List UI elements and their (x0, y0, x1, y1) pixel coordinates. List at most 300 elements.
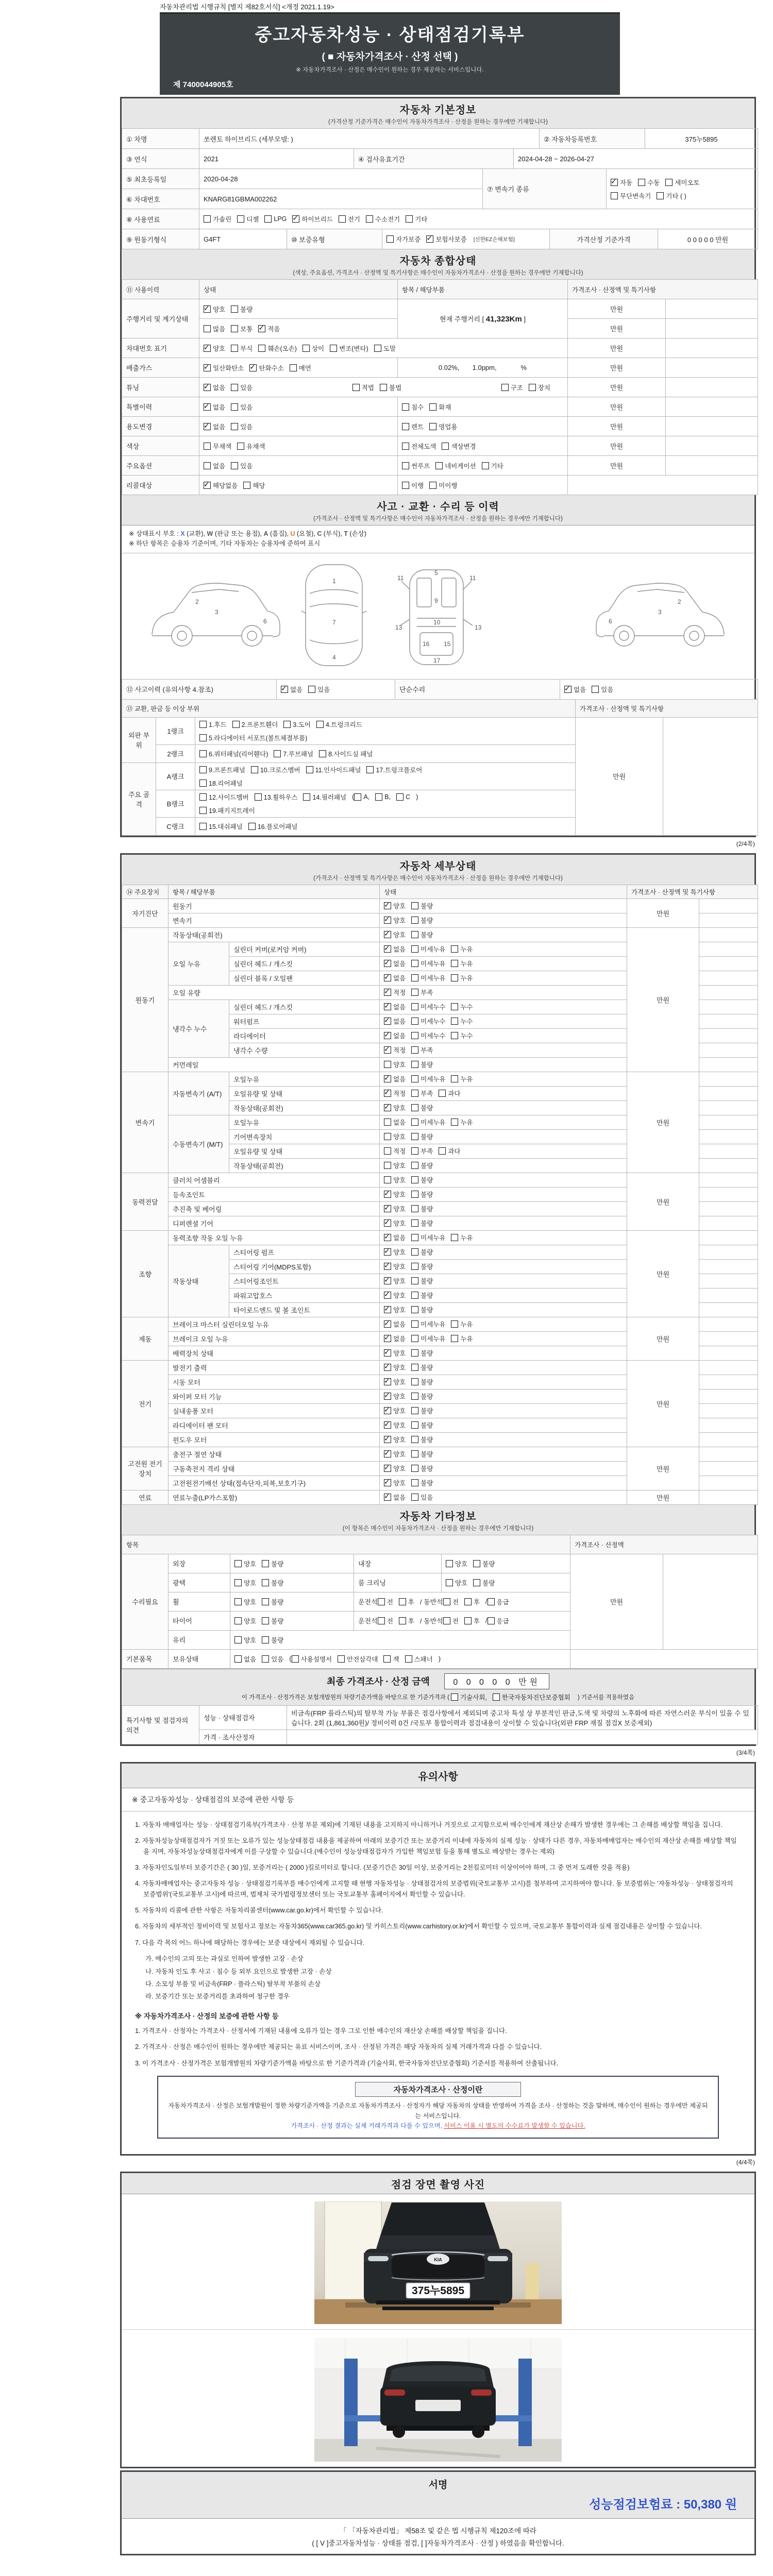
checkbox-label: 양호 (393, 1278, 406, 1285)
checkbox[interactable] (451, 1118, 458, 1126)
checkbox[interactable] (258, 345, 265, 352)
checkbox[interactable] (592, 686, 599, 693)
text-token: ( (352, 793, 355, 801)
checkbox-checked[interactable] (281, 686, 288, 693)
checkbox-label: 양호 (244, 1617, 257, 1625)
options-cell (230, 1554, 354, 1573)
checkbox[interactable] (411, 1421, 418, 1429)
checkbox-checked[interactable] (384, 1436, 391, 1443)
checkbox[interactable] (446, 1579, 453, 1586)
final-price-amount: 0 0 0 0 0 만원 (444, 1673, 549, 1689)
checkbox[interactable] (290, 364, 297, 371)
checkbox-checked[interactable] (384, 1349, 391, 1357)
checkbox-checked[interactable] (384, 1378, 391, 1385)
checkbox[interactable] (473, 1579, 480, 1586)
checkbox[interactable] (451, 1003, 458, 1010)
checkbox-checked[interactable] (611, 179, 618, 186)
checkbox[interactable] (386, 235, 394, 243)
checkbox[interactable] (234, 1617, 242, 1624)
checkbox[interactable] (411, 974, 418, 981)
checkbox[interactable] (411, 1407, 418, 1414)
checkbox-checked[interactable] (384, 1277, 391, 1284)
checkbox[interactable] (374, 345, 381, 352)
checkbox[interactable] (384, 1061, 391, 1068)
checkbox-label: 양호 (393, 1350, 406, 1358)
checkbox[interactable] (319, 750, 326, 757)
value-cell: 실린더 헤드 / 개스킷 (229, 956, 380, 971)
checkbox-checked[interactable] (384, 917, 391, 924)
checkbox[interactable] (446, 1560, 453, 1567)
checkbox-option (429, 422, 457, 431)
checkbox[interactable] (274, 750, 281, 757)
checkbox[interactable] (501, 384, 509, 391)
checkbox-label: 부족 (421, 1148, 433, 1156)
checkbox[interactable] (231, 306, 238, 313)
checkbox-option (384, 1103, 406, 1112)
checkbox[interactable] (488, 1598, 495, 1605)
checkbox[interactable] (451, 1320, 458, 1328)
checkbox[interactable] (411, 960, 418, 967)
checkbox[interactable] (199, 734, 207, 741)
checkbox-option (378, 1616, 393, 1625)
checkbox[interactable] (378, 1598, 385, 1605)
checkbox-checked[interactable] (384, 1292, 391, 1299)
checkbox[interactable] (402, 443, 409, 450)
note-cell (699, 1360, 758, 1375)
checkbox[interactable] (411, 1306, 418, 1313)
options-cell (230, 1592, 354, 1611)
checkbox[interactable] (352, 384, 360, 391)
checkbox-checked[interactable] (384, 1032, 391, 1039)
value-cell: 작동상태(공회전) (169, 927, 380, 942)
checkbox[interactable] (451, 974, 458, 981)
checkbox[interactable] (451, 1075, 458, 1082)
checkbox[interactable] (464, 1617, 472, 1624)
checkbox[interactable] (384, 1133, 391, 1140)
checkbox[interactable] (411, 1320, 418, 1328)
checkbox-checked[interactable] (204, 482, 211, 489)
checkbox[interactable] (231, 345, 238, 352)
checkbox-option (411, 973, 445, 982)
checkbox-checked[interactable] (384, 1046, 391, 1054)
checkbox-label: 미세누수 (421, 1032, 446, 1040)
checkbox-checked[interactable] (384, 902, 391, 909)
options-cell (380, 1346, 627, 1360)
checkbox[interactable] (429, 482, 436, 489)
checkbox[interactable] (292, 1655, 299, 1663)
page-marker-3: (3/4쪽) (736, 1749, 755, 1756)
checkbox-label: 불량 (421, 1249, 433, 1257)
checkbox[interactable] (411, 1364, 418, 1371)
svg-text:2: 2 (678, 598, 681, 605)
checkbox[interactable] (411, 1378, 418, 1385)
checkbox-checked[interactable] (384, 960, 391, 967)
checkbox[interactable] (255, 793, 262, 801)
checkbox[interactable] (402, 403, 409, 411)
checkbox-label: 보험사보증 (435, 236, 467, 243)
checkbox[interactable] (384, 1118, 391, 1126)
checkbox[interactable] (402, 462, 409, 469)
checkbox-checked[interactable] (384, 1450, 391, 1458)
checkbox[interactable] (248, 823, 256, 830)
checkbox[interactable] (411, 1335, 418, 1342)
checkbox[interactable] (283, 721, 291, 728)
checkbox[interactable] (411, 1450, 418, 1458)
checkbox[interactable] (451, 1234, 458, 1241)
checkbox[interactable] (665, 179, 673, 186)
checkbox[interactable] (411, 945, 418, 953)
checkbox[interactable] (411, 1090, 418, 1097)
note-cell (699, 1014, 758, 1028)
checkbox-checked[interactable] (384, 1003, 391, 1010)
checkbox[interactable] (611, 192, 618, 199)
checkbox-checked[interactable] (384, 1393, 391, 1400)
checkbox-label: 12.사이드멤버 (209, 793, 249, 801)
checkbox[interactable] (234, 1636, 242, 1643)
checkbox-checked[interactable] (384, 1479, 391, 1486)
checkbox-label: 누유 (460, 1335, 473, 1343)
checkbox[interactable] (411, 1465, 418, 1472)
checkbox[interactable] (411, 1104, 418, 1111)
header-cell: 가격조사 · 산정액 및 특기사항 (627, 885, 758, 899)
label-cell: ⑤ 최초등록일 (122, 169, 199, 189)
checkbox[interactable] (306, 766, 313, 773)
checkbox-option (237, 214, 259, 224)
checkbox-checked[interactable] (384, 1248, 391, 1256)
options-cell (380, 971, 627, 985)
checkbox-option (402, 402, 424, 412)
checkbox[interactable] (262, 1617, 269, 1624)
checkbox-label: 있음 (421, 1494, 433, 1502)
checkbox[interactable] (411, 1075, 418, 1082)
checkbox-checked[interactable] (204, 423, 211, 430)
checkbox-checked[interactable] (384, 1335, 391, 1342)
checkbox[interactable] (231, 423, 238, 430)
checkbox[interactable] (234, 1579, 242, 1586)
checkbox-checked[interactable] (384, 945, 391, 953)
checkbox[interactable] (204, 462, 211, 469)
checkbox[interactable] (411, 902, 418, 909)
text-token: / (485, 1598, 488, 1606)
checkbox-checked[interactable] (384, 1205, 391, 1212)
checkbox[interactable] (411, 1292, 418, 1299)
checkbox-label: 후 (473, 1598, 480, 1606)
checkbox-label: 전체도색 (411, 443, 436, 450)
checkbox-option (411, 916, 433, 925)
photos-header (122, 2173, 754, 2194)
checkbox[interactable] (406, 215, 413, 223)
checkbox-option (231, 344, 253, 353)
checkbox[interactable] (411, 1436, 418, 1443)
checkbox[interactable] (199, 823, 207, 830)
checkbox[interactable] (384, 1147, 391, 1155)
checkbox-option (411, 1291, 433, 1300)
checkbox[interactable] (411, 1118, 418, 1126)
checkbox-checked[interactable] (292, 215, 299, 223)
checkbox[interactable] (439, 1090, 446, 1097)
checkbox[interactable] (399, 1617, 406, 1624)
checkbox[interactable] (411, 1349, 418, 1357)
checkbox-option (402, 461, 430, 470)
checkbox-checked[interactable] (384, 1018, 391, 1025)
checkbox[interactable] (411, 989, 418, 996)
report-title: 중고자동차성능 · 상태점검기록부 (255, 25, 525, 45)
checkbox-option (384, 1464, 406, 1473)
checkbox[interactable] (451, 1032, 458, 1039)
checkbox[interactable] (231, 384, 238, 391)
checkbox-option (411, 1363, 433, 1372)
checkbox[interactable] (243, 482, 250, 489)
checkbox-checked[interactable] (426, 235, 433, 243)
checkbox[interactable] (384, 1176, 391, 1183)
checkbox-option (442, 442, 476, 451)
checkbox[interactable] (411, 1032, 418, 1039)
checkbox-option (402, 481, 424, 490)
checkbox-option (411, 1392, 433, 1401)
checkbox[interactable] (234, 1655, 242, 1663)
checkbox[interactable] (451, 1335, 458, 1342)
checkbox[interactable] (411, 1219, 418, 1227)
checkbox[interactable] (411, 1133, 418, 1140)
checkbox[interactable] (237, 215, 244, 223)
checkbox[interactable] (308, 686, 315, 693)
checkbox[interactable] (411, 1234, 418, 1241)
checkbox[interactable] (405, 1655, 412, 1663)
checkbox-label: 불량 (482, 1579, 495, 1587)
checkbox-checked[interactable] (384, 1191, 391, 1198)
checkbox[interactable] (303, 793, 310, 801)
checkbox[interactable] (411, 1147, 418, 1155)
checkbox[interactable] (234, 1560, 242, 1567)
checkbox[interactable] (529, 384, 536, 391)
checkbox-checked[interactable] (384, 974, 391, 981)
checkbox[interactable] (204, 215, 211, 223)
options-cell (199, 436, 398, 456)
checkbox[interactable] (411, 1263, 418, 1270)
svg-text:KIA: KIA (434, 2257, 442, 2262)
checkbox-option (384, 1045, 406, 1055)
checkbox[interactable] (232, 721, 240, 728)
checkbox[interactable] (451, 960, 458, 967)
checkbox[interactable] (411, 1191, 418, 1198)
checkbox-label: 상이 (311, 345, 325, 352)
checkbox[interactable] (439, 1147, 446, 1155)
checkbox-checked[interactable] (564, 686, 572, 693)
checkbox[interactable] (339, 215, 346, 223)
checkbox[interactable] (204, 443, 211, 450)
value-cell: 오일누유 (229, 1115, 380, 1129)
options-cell (354, 1592, 570, 1611)
checkbox-label: 수소전기 (375, 216, 400, 223)
checkbox-option (384, 1175, 406, 1184)
price-cell: 만원 (627, 927, 699, 1072)
checkbox-checked[interactable] (384, 1104, 391, 1111)
checkbox-checked[interactable] (384, 931, 391, 938)
checkbox[interactable] (199, 779, 207, 787)
checkbox[interactable] (411, 1003, 418, 1010)
checkbox[interactable] (411, 1393, 418, 1400)
checkbox[interactable] (411, 1205, 418, 1212)
checkbox[interactable] (262, 1560, 269, 1567)
checkbox[interactable] (473, 1560, 480, 1567)
checkbox-option (384, 1190, 406, 1199)
svg-text:11: 11 (397, 574, 404, 582)
checkbox-label: 1.후드 (209, 721, 227, 728)
checkbox-checked[interactable] (384, 1465, 391, 1472)
checkbox-checked[interactable] (384, 1263, 391, 1270)
checkbox-checked[interactable] (384, 1234, 391, 1241)
checkbox-checked[interactable] (384, 1090, 391, 1097)
checkbox[interactable] (262, 1598, 269, 1605)
text-token: A랭크 (166, 773, 184, 781)
checkbox[interactable] (435, 462, 443, 469)
checkbox-label: 없음 (244, 1655, 257, 1663)
checkbox[interactable] (375, 793, 382, 801)
checkbox-option (234, 1559, 256, 1568)
checkbox[interactable] (411, 1248, 418, 1256)
note-cell (699, 1317, 758, 1331)
checkbox-option (199, 822, 243, 831)
checkbox-option (204, 422, 225, 431)
checkbox-label: 적법 (361, 384, 374, 392)
checkbox[interactable] (234, 1598, 242, 1605)
checkbox[interactable] (411, 1176, 418, 1183)
checkbox[interactable] (380, 384, 387, 391)
checkbox[interactable] (443, 1617, 450, 1624)
checkbox[interactable] (429, 403, 436, 411)
checkbox-checked[interactable] (204, 364, 211, 371)
checkbox-label: 16.플로어패널 (257, 823, 298, 831)
checkbox[interactable] (354, 793, 361, 801)
checkbox[interactable] (411, 1018, 418, 1025)
checkbox[interactable] (366, 215, 373, 223)
checkbox-option (290, 363, 311, 372)
checkbox-option (384, 916, 406, 925)
checkbox-label: 일산화탄소 (213, 364, 244, 372)
checkbox[interactable] (199, 766, 207, 773)
value-cell: 라디에이터 (229, 1028, 380, 1043)
checkbox[interactable] (383, 1655, 391, 1663)
checkbox-checked[interactable] (204, 403, 211, 411)
checkbox-label: 적정 (393, 1148, 406, 1156)
checkbox[interactable] (316, 721, 324, 728)
note-cell (699, 985, 758, 999)
options-cell (230, 1649, 570, 1668)
checkbox-label: 4.트렁크리드 (325, 721, 362, 728)
checkbox-label: 불량 (421, 1061, 433, 1069)
checkbox[interactable] (366, 766, 374, 773)
checkbox[interactable] (411, 1061, 418, 1068)
checkbox[interactable] (199, 750, 207, 757)
checkbox[interactable] (451, 1018, 458, 1025)
checkbox-option (231, 383, 253, 392)
checkbox-label: 14.필러패널 (312, 793, 347, 801)
checkbox[interactable] (464, 1598, 472, 1605)
checkbox-checked[interactable] (384, 1306, 391, 1313)
price-survey-infobox (157, 2076, 719, 2139)
checkbox[interactable] (411, 917, 418, 924)
checkbox[interactable] (411, 1479, 418, 1486)
checkbox-checked[interactable] (204, 345, 211, 352)
checkbox[interactable] (402, 482, 409, 489)
note-cell (699, 1346, 758, 1360)
options-cell (380, 1115, 627, 1129)
checkbox[interactable] (204, 325, 211, 332)
checkbox[interactable] (231, 403, 238, 411)
checkbox-label: 많음 (213, 325, 226, 333)
checkbox[interactable] (231, 325, 238, 332)
checkbox[interactable] (442, 443, 449, 450)
checkbox-option (429, 481, 457, 490)
checkbox[interactable] (262, 1636, 269, 1643)
checkbox[interactable] (482, 462, 489, 469)
checkbox[interactable] (638, 179, 645, 186)
checkbox[interactable] (303, 345, 310, 352)
checkbox[interactable] (338, 1655, 345, 1663)
checkbox[interactable] (443, 1598, 450, 1605)
checkbox[interactable] (396, 793, 404, 801)
checkbox-checked[interactable] (384, 1075, 391, 1082)
options-cell (199, 338, 568, 358)
checkbox[interactable] (451, 945, 458, 953)
checkbox[interactable] (330, 345, 337, 352)
checkbox-option (411, 1319, 445, 1329)
checkbox-checked[interactable] (249, 364, 257, 371)
checkbox[interactable] (451, 1693, 458, 1701)
checkbox[interactable] (488, 1617, 495, 1624)
checkbox-checked[interactable] (384, 1320, 391, 1328)
checkbox[interactable] (199, 721, 207, 728)
checkbox-checked[interactable] (384, 1421, 391, 1429)
checkbox-checked[interactable] (204, 384, 211, 391)
checkbox-label: 양호 (244, 1579, 257, 1587)
checkbox-checked[interactable] (384, 1219, 391, 1227)
checkbox[interactable] (231, 462, 238, 469)
checkbox-checked[interactable] (204, 306, 211, 313)
checkbox[interactable] (237, 443, 244, 450)
checkbox-checked[interactable] (384, 989, 391, 996)
text-token: (흠집), (268, 530, 291, 537)
checkbox-checked[interactable] (384, 1364, 391, 1371)
checkbox[interactable] (411, 1494, 418, 1501)
checkbox[interactable] (429, 423, 436, 430)
checkbox[interactable] (262, 1579, 269, 1586)
checkbox-option (411, 1074, 445, 1083)
checkbox[interactable] (264, 215, 272, 223)
checkbox[interactable] (399, 1598, 406, 1605)
checkbox[interactable] (199, 793, 207, 801)
checkbox-option (251, 765, 300, 774)
checkbox[interactable] (411, 931, 418, 938)
checkbox[interactable] (493, 1693, 500, 1701)
checkbox[interactable] (384, 1162, 391, 1169)
checkbox-checked[interactable] (384, 1407, 391, 1414)
checkbox[interactable] (378, 1617, 385, 1624)
checkbox-checked[interactable] (384, 1494, 391, 1501)
notice-item: 가. 매수인의 고의 또는 과실로 인하여 발생한 고장 · 손상 (145, 1955, 304, 1963)
checkbox[interactable] (411, 1277, 418, 1284)
checkbox-label: 후 (408, 1598, 414, 1606)
checkbox[interactable] (262, 1655, 269, 1663)
checkbox[interactable] (657, 192, 664, 199)
checkbox[interactable] (251, 766, 258, 773)
checkbox[interactable] (199, 807, 207, 814)
checkbox[interactable] (411, 1162, 418, 1169)
price-cell: 만원 (576, 717, 663, 835)
checkbox[interactable] (402, 423, 409, 430)
checkbox-checked[interactable] (258, 325, 265, 332)
checkbox[interactable] (411, 1046, 418, 1054)
